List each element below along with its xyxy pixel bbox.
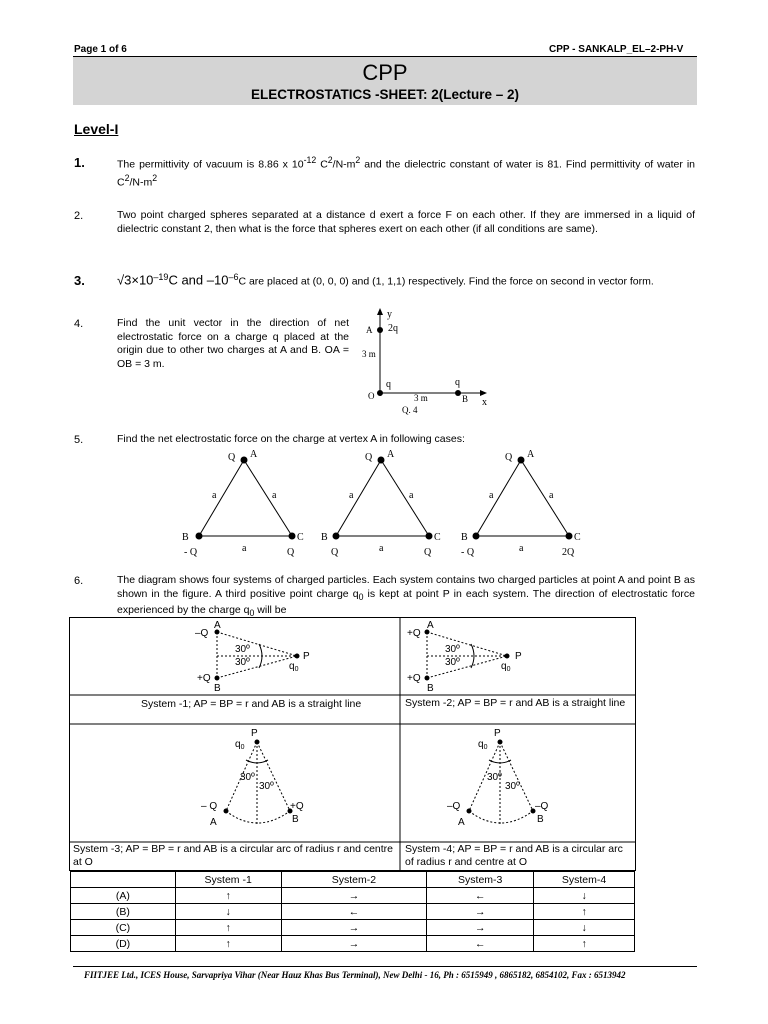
q4-oa-dist: 3 m xyxy=(362,349,376,359)
sys1-A: A xyxy=(214,620,221,631)
q3-part: C and –10 xyxy=(168,272,229,288)
system-2-diagram xyxy=(407,620,522,694)
tri1-side-a: a xyxy=(242,543,247,554)
q1-part: The permittivity of vacuum is 8.86 x 10 xyxy=(117,158,304,171)
tri1-side-a: a xyxy=(272,490,277,501)
q1-part: C xyxy=(316,158,328,171)
arrow-cell: ↑ xyxy=(175,888,281,904)
sys4-P: P xyxy=(494,728,501,739)
q1-sup: -12 xyxy=(303,155,317,165)
table-header: System-3 xyxy=(427,872,534,888)
sys2-qb: +Q xyxy=(407,673,421,684)
triangle-3 xyxy=(461,449,581,558)
arrow-cell: → xyxy=(281,920,427,936)
sheet-code: CPP - SANKALP_EL–2-PH-V xyxy=(549,44,684,55)
tri1-A-label: A xyxy=(250,449,258,460)
tri3-C-label: C xyxy=(574,532,581,543)
q6-part: The diagram shows four systems of charged particles. Each system contains two charged particles at point A and point B as shown in the figure. A third positive point charge q xyxy=(117,574,695,600)
question-number: 5. xyxy=(74,434,84,446)
question-number: 4. xyxy=(74,318,84,330)
tri2-side-a: a xyxy=(379,543,384,554)
arrow-cell: ← xyxy=(427,936,534,952)
tri2-B-label: B xyxy=(321,532,328,543)
sys4-A: A xyxy=(458,817,465,828)
question-number: 1. xyxy=(74,155,85,170)
arrow-cell: → xyxy=(281,888,427,904)
tri2-A-label: A xyxy=(387,449,395,460)
tri3-q-label: Q xyxy=(505,452,513,463)
q1-sup: 2 xyxy=(327,155,333,165)
q4-caption: Q. 4 xyxy=(402,405,418,415)
tri3-B-label: B xyxy=(461,532,468,543)
arrow-cell: → xyxy=(427,904,534,920)
sys3-angle2: 30º xyxy=(259,781,274,792)
q4-B-label: B xyxy=(462,394,469,404)
table-header: System-4 xyxy=(534,872,635,888)
table-row xyxy=(71,888,635,904)
sys2-q0-sub: 0 xyxy=(506,666,511,673)
tri2-side-a: a xyxy=(409,490,414,501)
tri3-qC: 2Q xyxy=(562,547,575,558)
sys4-caption-block: System -4; AP = BP = r and AB is a circular arc of radius r and centre at O xyxy=(405,843,623,868)
tri1-B-label: B xyxy=(182,532,189,543)
arrow-cell: ↑ xyxy=(534,904,635,920)
system-1-diagram xyxy=(195,620,310,694)
table-row xyxy=(71,936,635,952)
sys3-A: A xyxy=(210,817,217,828)
sys4-q0-base: q xyxy=(478,739,484,750)
sys1-angle2: 30º xyxy=(235,657,250,668)
q6-sub: 0 xyxy=(358,591,364,602)
sys2-B: B xyxy=(427,683,434,694)
footer-rule xyxy=(73,966,697,967)
level-heading: Level-I xyxy=(74,121,119,137)
sys4-q0 xyxy=(478,739,488,751)
tri1-C-label: C xyxy=(297,532,304,543)
q4-y-label: y xyxy=(387,309,392,320)
sys4-B: B xyxy=(537,814,544,825)
system-3-diagram xyxy=(201,728,304,828)
sys2-q0-base: q xyxy=(501,661,507,672)
question-number: 3. xyxy=(74,273,85,288)
table-header-row xyxy=(71,872,635,888)
table-header: System-2 xyxy=(281,872,427,888)
sys1-q0-sub: 0 xyxy=(294,666,299,673)
arrow-cell: ↑ xyxy=(534,936,635,952)
sys2-A: A xyxy=(427,620,434,631)
q6-part: is kept at point P in each system. The direction of electrostatic force experienced by the charge q xyxy=(117,587,695,617)
sys2-angle2: 30º xyxy=(445,657,460,668)
q3-part: C are placed at (0, 0, 0) and (1, 1,1) respectively. Find the force on second in vector form. xyxy=(238,275,654,288)
tri1-qC: Q xyxy=(287,547,295,558)
option-label: (A) xyxy=(71,888,176,904)
question-4-text: Find the unit vector in the direction of net electrostatic force on a charge q placed at the origin due to other two charges at A and B. OA = OB = 3 m. xyxy=(117,317,349,370)
triangle-1 xyxy=(182,449,304,558)
systems-grid xyxy=(69,617,637,871)
tri3-A-label: A xyxy=(527,449,535,460)
sys3-caption-block: System -3; AP = BP = r and AB is a circular arc of radius r and centre at O xyxy=(73,843,394,868)
tri1-side-a: a xyxy=(212,490,217,501)
sys4-qb: –Q xyxy=(535,801,549,812)
arrow-cell: ← xyxy=(427,888,534,904)
tri3-side-a: a xyxy=(519,543,524,554)
q1-part: and the dielectric constant of water is 81. Find permittivity of water in C xyxy=(117,158,696,189)
tri1-qB: - Q xyxy=(184,547,198,558)
table-header: System -1 xyxy=(175,872,281,888)
sys3-qb: +Q xyxy=(290,801,304,812)
tri3-side-a: a xyxy=(489,490,494,501)
sys3-P: P xyxy=(251,728,258,739)
arrow-cell: ↑ xyxy=(175,936,281,952)
q4-x-label: x xyxy=(482,397,487,408)
sys3-angle1: 30º xyxy=(240,772,255,783)
q4-charge-A: 2q xyxy=(388,323,398,334)
q1-sup: 2 xyxy=(355,155,361,165)
sys4-angle1: 30º xyxy=(487,772,502,783)
tri2-C-label: C xyxy=(434,532,441,543)
question-number: 2. xyxy=(74,210,84,222)
sys3-q0 xyxy=(235,739,245,751)
sys1-B: B xyxy=(214,683,221,694)
sys2-P: P xyxy=(515,651,522,662)
q6-part: will be xyxy=(254,604,287,617)
sys3-B: B xyxy=(292,814,299,825)
arrow-cell: ↓ xyxy=(534,920,635,936)
sys3-q0-sub: 0 xyxy=(240,744,245,751)
sys2-q0 xyxy=(501,661,511,673)
table-row xyxy=(71,920,635,936)
table-header xyxy=(71,872,176,888)
system-4-diagram xyxy=(447,728,549,828)
tri2-qB: Q xyxy=(331,547,339,558)
arrow-cell: → xyxy=(281,936,427,952)
q4-A-label: A xyxy=(366,325,373,335)
question-5-text: Find the net electrostatic force on the charge at vertex A in following cases: xyxy=(117,433,465,445)
sys1-caption: System -1; AP = BP = r and AB is a straight line xyxy=(141,698,362,710)
q1-part: /N-m xyxy=(332,158,356,171)
q1-sup: 2 xyxy=(152,173,158,183)
q3-part: √3×10 xyxy=(117,272,154,288)
arrow-cell: ↑ xyxy=(175,920,281,936)
tri2-side-a: a xyxy=(349,490,354,501)
sys1-q0-base: q xyxy=(289,661,295,672)
tri2-qC: Q xyxy=(424,547,432,558)
sys1-q0 xyxy=(289,661,299,673)
page-number: Page 1 of 6 xyxy=(74,44,127,55)
sys1-qa: –Q xyxy=(195,628,209,639)
arrow-cell: ↓ xyxy=(175,904,281,920)
q4-O-label: O xyxy=(368,391,375,401)
sys2-qa: +Q xyxy=(407,628,421,639)
q3-sup: –19 xyxy=(153,272,169,282)
sys2-angle1: 30º xyxy=(445,644,460,655)
question-6-text xyxy=(117,574,695,621)
tri1-q-label: Q xyxy=(228,452,236,463)
q6-sub: 0 xyxy=(249,608,255,619)
sys4-q0-sub: 0 xyxy=(483,744,488,751)
q4-diagram xyxy=(358,305,498,417)
question-3-text xyxy=(117,271,695,289)
q5-triangles xyxy=(180,447,630,559)
q1-part: /N-m xyxy=(129,176,153,189)
option-label: (D) xyxy=(71,936,176,952)
table-row xyxy=(71,904,635,920)
triangle-2 xyxy=(321,449,441,558)
option-label: (C) xyxy=(71,920,176,936)
sys1-P: P xyxy=(303,651,310,662)
title-banner xyxy=(73,57,697,105)
q4-q-origin: q xyxy=(386,379,391,390)
q4-ob-dist: 3 m xyxy=(414,393,428,403)
sys4-qa: –Q xyxy=(447,801,461,812)
sys4-angle2: 30º xyxy=(505,781,520,792)
arrow-cell: ↓ xyxy=(534,888,635,904)
option-label: (B) xyxy=(71,904,176,920)
arrow-cell: → xyxy=(427,920,534,936)
sys1-angle1: 30º xyxy=(235,644,250,655)
tri2-q-label: Q xyxy=(365,452,373,463)
page-title: CPP xyxy=(362,60,408,85)
question-2-text: Two point charged spheres separated at a distance d exert a force F on each other. If they are immersed in a liquid of dielectric constant 2, then what is the force that spheres exert on each other (if all conditions are same). xyxy=(117,209,695,235)
sys2-caption-block: System -2; AP = BP = r and AB is a straight line xyxy=(405,697,633,710)
sys3-q0-base: q xyxy=(235,739,241,750)
arrow-cell: ← xyxy=(281,904,427,920)
q3-sup: –6 xyxy=(228,272,239,282)
answer-table xyxy=(70,871,635,952)
page-subtitle: ELECTROSTATICS -SHEET: 2(Lecture – 2) xyxy=(250,87,520,102)
tri3-side-a: a xyxy=(549,490,554,501)
tri3-qB: - Q xyxy=(461,547,475,558)
question-number: 6. xyxy=(74,575,84,587)
sys1-qb: +Q xyxy=(197,673,211,684)
sys3-qa: – Q xyxy=(201,801,218,812)
q1-sup: 2 xyxy=(124,173,130,183)
q4-q-B: q xyxy=(455,377,460,388)
question-1-text xyxy=(117,154,695,190)
footer-address: FIITJEE Ltd., ICES House, Sarvapriya Vihar (Near Hauz Khas Bus Terminal), New Delhi - 16, Ph : 6515949 , 6865182, 6854102, Fax : 6513942 xyxy=(84,970,626,980)
